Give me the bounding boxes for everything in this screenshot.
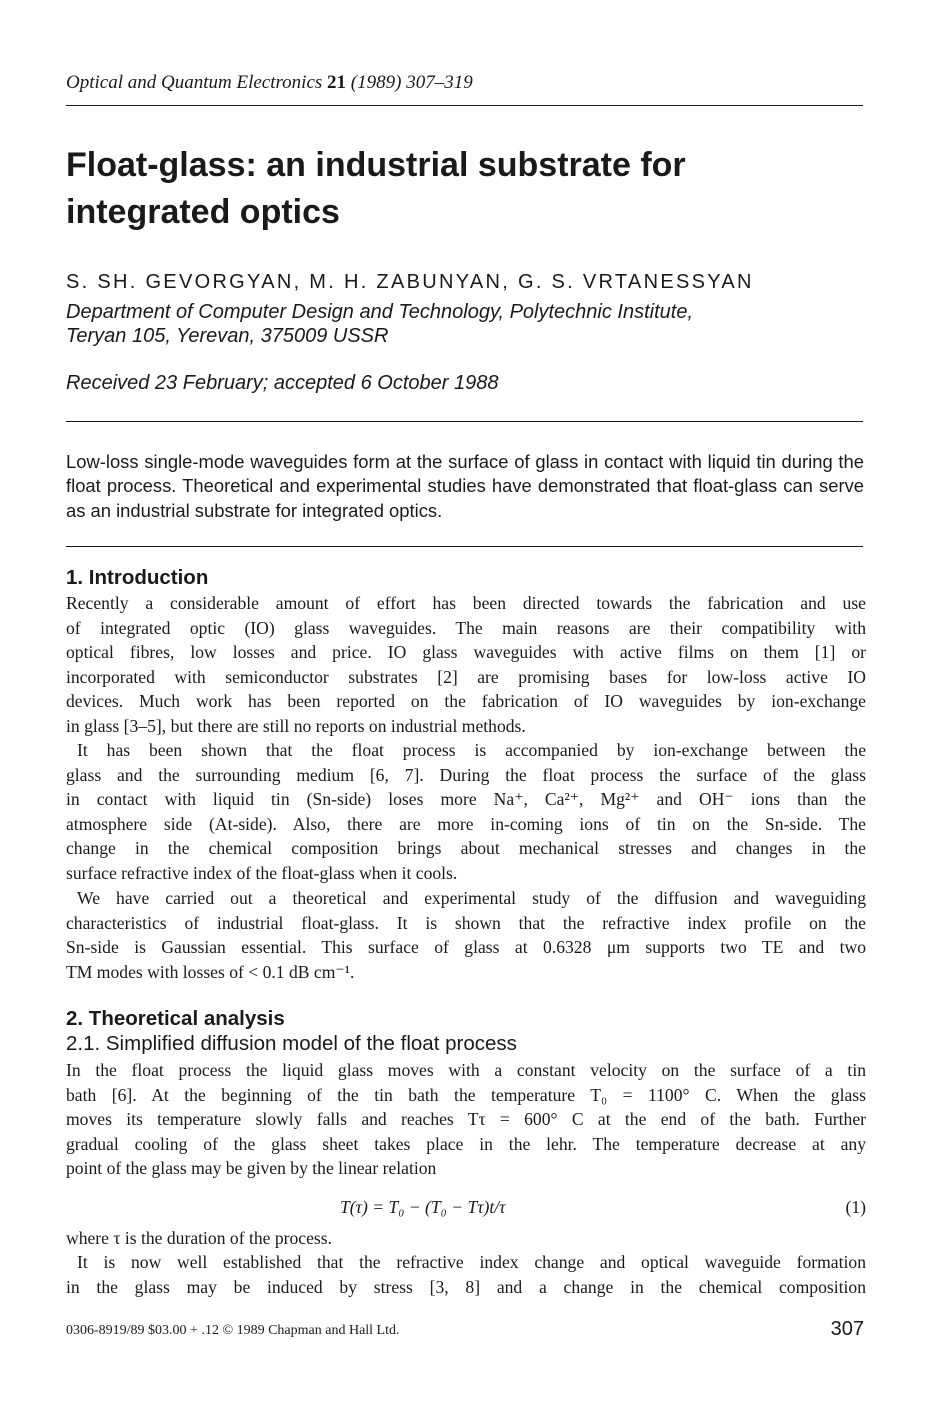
page-number: 307 bbox=[830, 1318, 864, 1340]
text-line: change in the chemical composition brings about mechanical stresses and changes in the bbox=[66, 838, 866, 858]
section-heading-introduction: 1. Introduction bbox=[66, 566, 209, 589]
text-line: point of the glass may be given by the linear relation bbox=[66, 1158, 437, 1178]
text-line: moves its temperature slowly falls and reaches Tτ = 600° C at the end of the bath. Further bbox=[66, 1109, 866, 1129]
theory-paragraph-2 bbox=[66, 1226, 866, 1251]
paper-title bbox=[66, 142, 866, 236]
theory-paragraph-3 bbox=[66, 1250, 866, 1299]
affiliation-line-2: Teryan 105, Yerevan, 375009 USSR bbox=[66, 325, 389, 347]
text-line: devices. Much work has been reported on the fabrication of IO waveguides by ion-exchange bbox=[66, 691, 866, 711]
text-line: It is now well established that the refractive index change and optical waveguide formation bbox=[77, 1252, 866, 1272]
text-line: In the float process the liquid glass moves with a constant velocity on the surface of a tin bbox=[66, 1060, 866, 1080]
text-line: in glass [3–5], but there are still no reports on industrial methods. bbox=[66, 715, 526, 736]
authors: S. SH. GEVORGYAN, M. H. ZABUNYAN, G. S. VRTANESSYAN bbox=[66, 271, 754, 293]
title-line-2: integrated optics bbox=[66, 193, 340, 231]
text-line: incorporated with semiconductor substrates [2] are promising bases for low-loss active IO bbox=[66, 666, 866, 687]
text-line: TM modes with losses of < 0.1 dB cm⁻¹. bbox=[66, 961, 355, 982]
text-line: atmosphere side (At-side). Also, there are more in-coming ions of tin on the Sn-side. The bbox=[66, 813, 866, 834]
abstract: Low-loss single-mode waveguides form at the surface of glass in contact with liquid tin during the float process. Theoretical and experimental studies have demonstrated that float-glass can serve as an industrial substrate for integrated optics. bbox=[66, 451, 864, 521]
text-line: in contact with liquid tin (Sn-side) loses more Na⁺, Ca²⁺, Mg²⁺ and OH⁻ ions than the bbox=[66, 789, 866, 809]
journal-header bbox=[66, 72, 473, 94]
title-line-1: Float-glass: an industrial substrate for bbox=[66, 146, 686, 184]
equation-body: T(τ) = T₀ − (T₀ − Tτ)t/τ bbox=[340, 1197, 506, 1217]
text-line: bath [6]. At the beginning of the tin bath the temperature T₀ = 1100° C. When the glass bbox=[66, 1084, 866, 1105]
text-line: We have carried out a theoretical and experimental study of the diffusion and waveguiding bbox=[77, 888, 866, 908]
header-rule bbox=[66, 105, 863, 106]
received-date: Received 23 February; accepted 6 October 1988 bbox=[66, 372, 499, 394]
journal-year-pages: (1989) 307–319 bbox=[350, 72, 473, 93]
intro-paragraph-2 bbox=[66, 738, 866, 885]
text-line: in the glass may be induced by stress [3, 8] and a change in the chemical composition bbox=[66, 1276, 866, 1297]
copyright-footer: 0306-8919/89 $03.00 + .12 © 1989 Chapman and Hall Ltd. bbox=[66, 1323, 400, 1338]
text-line: Sn-side is Gaussian essential. This surface of glass at 0.6328 μm supports two TE and two bbox=[66, 937, 866, 957]
abstract-top-rule bbox=[66, 421, 863, 422]
text-line: surface refractive index of the float-glass when it cools. bbox=[66, 862, 458, 883]
equation-1 bbox=[340, 1197, 866, 1218]
section-heading-theoretical-analysis: 2. Theoretical analysis bbox=[66, 1007, 285, 1030]
text-line: glass and the surrounding medium [6, 7]. During the float process the surface of the glass bbox=[66, 764, 866, 785]
theory-paragraph-1 bbox=[66, 1058, 866, 1181]
text-line: It has been shown that the float process is accompanied by ion-exchange between the bbox=[77, 740, 866, 760]
text-line: optical fibres, low losses and price. IO glass waveguides with active films on them [1] or bbox=[66, 642, 866, 662]
text-line: gradual cooling of the glass sheet takes place in the lehr. The temperature decrease at any bbox=[66, 1133, 866, 1154]
journal-name: Optical and Quantum Electronics bbox=[66, 72, 323, 93]
abstract-bottom-rule bbox=[66, 546, 863, 547]
text-line: where τ is the duration of the process. bbox=[66, 1228, 333, 1248]
text-line: characteristics of industrial float-glass. It is shown that the refractive index profile on the bbox=[66, 912, 866, 933]
affiliation-line-1: Department of Computer Design and Technology, Polytechnic Institute, bbox=[66, 301, 694, 323]
equation-number: (1) bbox=[845, 1197, 866, 1217]
text-line: Recently a considerable amount of effort has been directed towards the fabrication and use bbox=[66, 593, 866, 613]
intro-paragraph-1 bbox=[66, 591, 866, 738]
text-line: of integrated optic (IO) glass waveguides. The main reasons are their compatibility with bbox=[66, 617, 866, 638]
journal-volume: 21 bbox=[327, 72, 347, 93]
affiliation bbox=[66, 300, 693, 348]
intro-paragraph-3 bbox=[66, 886, 866, 984]
subsection-heading-diffusion-model: 2.1. Simplified diffusion model of the float process bbox=[66, 1032, 517, 1055]
